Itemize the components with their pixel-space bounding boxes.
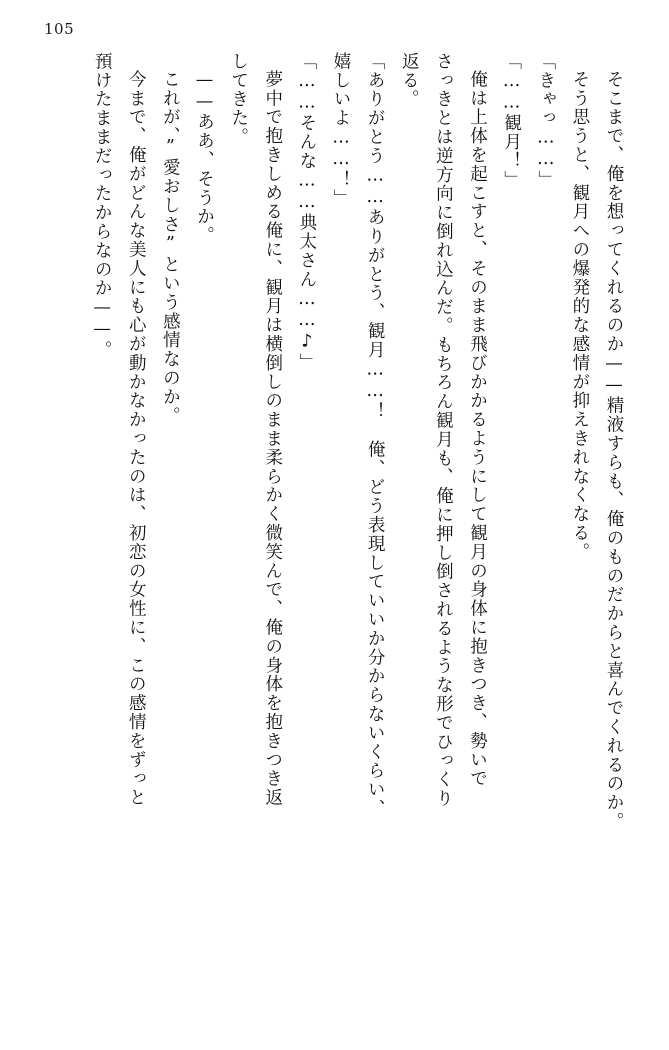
body-paragraph: 俺は上体を起こすと、そのまま飛びかかるようにして観月の身体に抱きつき、勢いで (467, 69, 488, 788)
page-number: 105 (44, 20, 75, 38)
body-paragraph: 「きゃっ……」 (535, 52, 556, 190)
body-paragraph: 「……観月！」 (501, 52, 522, 190)
body-paragraph: 今まで、俺がどんな美人にも心が動かなかったのは、初恋の女性に、この感情をずっと (126, 69, 147, 807)
body-paragraph: そう思うと、観月への爆発的な感情が抑えきれなくなる。 (569, 69, 590, 561)
body-paragraph: さっきとは逆方向に倒れ込んだ。もちろん観月も、俺に押し倒されるような形でひっくり (433, 52, 454, 808)
page-body-text (31, 52, 631, 1012)
body-paragraph: 夢中で抱きしめる俺に、観月は横倒しのまま柔らかく微笑んで、俺の身体を抱きつき返 (262, 69, 283, 807)
body-paragraph: 「……そんな……典太さん……♪」 (296, 52, 317, 372)
body-paragraph: そこまで、俺を想ってくれるのか——精液すらも、俺のものだからと喜んでくれるのか。 (604, 69, 624, 831)
body-paragraph: 嬉しいよ……！」 (331, 52, 351, 209)
body-paragraph: ——ああ、そうか。 (194, 69, 215, 245)
body-paragraph: 返る。 (399, 52, 420, 109)
body-paragraph: 預けたままだったからなのか——。 (92, 52, 113, 360)
body-paragraph: してきた。 (228, 52, 249, 147)
body-paragraph: 「ありがとう……ありがとう、観月……！ 俺、どう表現していいか分からないくらい、 (365, 52, 386, 818)
body-paragraph: これが、”愛おしさ”という感情なのか。 (160, 69, 181, 425)
